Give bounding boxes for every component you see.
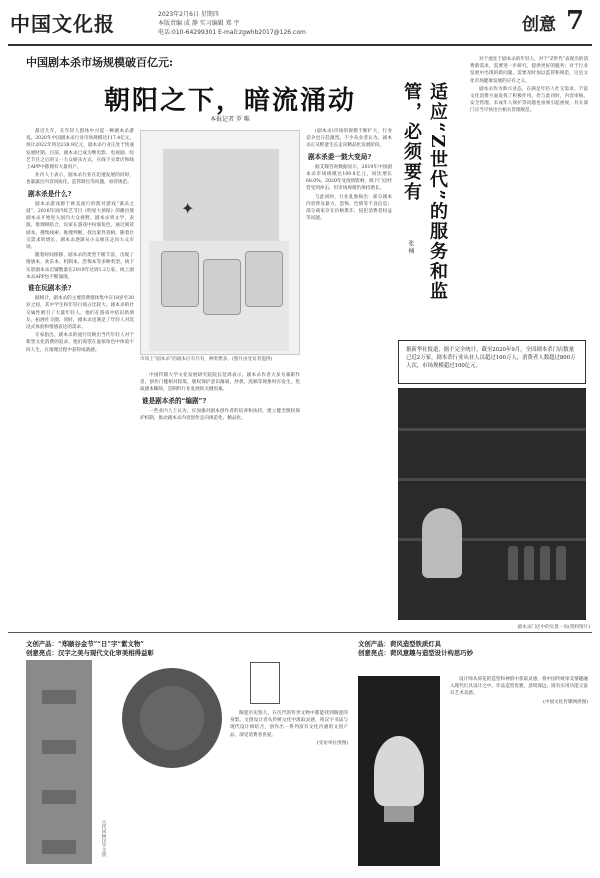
editor-line: 本版责编 成 静 实习编辑 郑 宇 (158, 20, 240, 27)
lead-column-3 (306, 128, 392, 628)
circle-seal-photo (122, 668, 222, 768)
photo-stripe (42, 690, 76, 704)
paragraph: 一些业内人士认为，应加强对剧本创作者的培养和扶持，建立健全版权保护机制，推动剧本杀内容创作走向规范化、精品化。 (140, 408, 300, 422)
heading-line: 文创产品：“郑颐谷金节”“日”字“紫文物” (26, 640, 144, 648)
lead-kicker: 中国剧本杀市场规模破百亿元: (26, 56, 174, 69)
photo-stripe (42, 840, 76, 854)
subheading: 谁是剧本杀的“编剧”? (142, 396, 207, 405)
paragraph: 据统计，剧本杀的主要消费群体集中在18岁至30岁之间，其中学生和年轻白领占比较大。剧本杀的社交属性吸引了大量年轻人，他们在游戏中结识新朋友，拓展社交圈。同时，剧本杀也满足了年轻人对沉浸式体验和情感表达的需求。 (26, 296, 134, 331)
phone-image (203, 259, 241, 315)
photo-stripe (42, 740, 76, 754)
shelf-line (398, 478, 586, 481)
bottom-right-heading (358, 640, 588, 658)
bamboo-photo-caption: 古代风物汉字文创 (101, 820, 106, 857)
masthead-divider (8, 44, 592, 46)
paragraph: 陶瓷历史悠久，在历代的传世文物中都能找到陶瓷的身影。文创设计者从传统文化中汲取灵感，将汉字书法与现代设计相结合，创作出一系列富有文化内涵的文创产品，深受消费者喜爱。 (230, 711, 348, 738)
heading-line: 创意亮点：汉字之美与现代文化审美相得益彰 (26, 649, 154, 657)
commentary-column (470, 56, 588, 338)
subheading: 剧本杀委一鼓大变局? (308, 152, 372, 161)
paragraph: 随着时间推移，剧本杀的类型不断丰富，出现了情感本、欢乐本、机制本、恐怖本等多种类型。线下实景剧本杀店铺数量在2019年达到1.2万家，线上剧本杀APP也不断涌现。 (26, 253, 134, 280)
bottom-right-column (450, 676, 588, 866)
bottom-divider (8, 632, 592, 633)
photo-background (163, 149, 279, 241)
stat-text: 据新华社报道，据不完全统计，截至2020年9月，全国剧本杀门店数量已近2万家。剧本杀行业从业人员超过100万人，消费者人数超过800万人次，市场规模超过100亿元。 (406, 347, 576, 369)
lamp-base (384, 806, 414, 822)
commentary-title-block (398, 82, 464, 338)
lead-column-1 (26, 128, 134, 628)
bottle-image (508, 546, 518, 580)
source: (中国文化传媒网供图) (543, 699, 588, 705)
paragraph: 专家指出，剧本杀的流行反映出当代年轻人对于新型文化消费的追求，他们渴望在虚拟角色中体验不同人生，在推理过程中获得成就感。 (26, 333, 134, 353)
phone-image (245, 251, 283, 307)
bottle-image (540, 546, 550, 580)
page-number: 7 (565, 6, 585, 36)
paragraph: 剧本杀作为新兴业态，在满足年轻人社交需求、丰富文化消费方面发挥了积极作用。但与此同时，内容审核、安全管理、未成年人保护等问题也亟须引起重视，有关部门应当尽快出台相关管理规范。 (470, 86, 588, 114)
bar-photo (398, 388, 586, 620)
small-product-photo (250, 662, 280, 704)
commentary-title: 适应“Z世代”的服务和监管，必须要有 (401, 82, 448, 302)
bottom-left-column (230, 710, 348, 856)
shelf-line (398, 428, 586, 431)
heading-line: 文创产品：荷风造型铁质灯具 (358, 640, 442, 648)
stat-box (398, 340, 586, 384)
app-logo-icon: ✦ (181, 199, 195, 218)
paragraph: 对于流连于剧本杀的年轻人，对于“Z世代”表现出的消费新需求，需要进一步研究，提供更好的服务；对于行业发展中出现的新问题，需要及时加以监管和规范，这是文化市场健康发展的应有之义。 (470, 57, 588, 84)
paragraph: 据艾媒咨询数据显示，2019年中国剧本杀市场规模达109.8亿元，同比增长68.0%。2020年受疫情影响，线下门店经营受到冲击，但市场规模仍保持增长。 (306, 164, 392, 192)
lead-column-2 (140, 372, 300, 628)
bar-photo-caption: 剧本杀门店中的实景一角(资料图片) (517, 625, 590, 630)
lamp-shade (374, 736, 424, 806)
lead-headline: 朝阳之下，暗流涌动 (103, 86, 356, 116)
subheading: 剧本杀是什么? (28, 189, 72, 198)
masthead-info (158, 10, 306, 37)
paragraph: 与此同时，行业乱象频出：部分剧本内容涉及暴力、恐怖、色情等不良信息；部分商家存在价格欺诈、侵犯消费者权益等问题。 (306, 194, 392, 222)
paragraph: 剧本杀游戏源于欧美流行的派对游戏“谋杀之谜”。2016年国内综艺节目《明星大侦探》的播出使剧本杀开始进入国内大众视野。剧本杀将文学、表演、推理相结合，玩家在游戏中扮演角色，通过阅读剧本、搜集线索、推理判断，找出案件真相。随着社交需求的增长，剧本杀逐渐从小众娱乐走向大众市场。 (26, 201, 134, 251)
paragraph: 中国传媒大学文化发展研究院院长范周表示，剧本杀作者大多为兼职作者，创作门槛相对较低，版权保护意识薄弱，抄袭、洗稿等现象时有发生。优质剧本稀缺，是制约行业发展的关键因素。 (140, 373, 300, 393)
heading-line: 创意亮点：荷风意趣与造型设计构思巧妙 (358, 649, 474, 657)
bamboo-photo (26, 660, 92, 864)
photo-stripe (42, 790, 76, 804)
paragraph: 最近几年，在年轻人群体中兴起一种剧本杀游戏。2020年中国剧本杀行业市场规模达117.4亿元，预计2022年将达238.9亿元，剧本杀行业正处于快速发展时期。目前，剧本杀已成为继电影、电视剧、综艺节目之后的又一大众娱乐方式，在线下实景店和线上APP中都拥有大量用户。 (26, 129, 134, 171)
paragraph: 设计师从荷花的造型和神韵中获取灵感，将中国传统审美情趣融入现代灯具设计之中，作品造型优雅，意境深远，既有实用功能又富有艺术美感。 (450, 677, 588, 697)
commentary-author: 张 楠 (407, 240, 414, 254)
lead-photo-caption: 市场上“剧本杀”的剧本应有尽有，种类繁多。(图片由受访者提供) (140, 357, 273, 362)
date-line: 2023年2月6日 星期四 (158, 11, 219, 18)
lamp-product-photo (358, 676, 440, 866)
source: (受访单位供图) (316, 740, 348, 746)
paragraph: (剧本杀)市场的规模不断扩大，行业竞争也日趋激烈。不少从业者认为，剧本杀正从野蛮生长走向精品化发展阶段。 (306, 129, 392, 149)
phone-image (161, 251, 199, 307)
lead-photo (140, 130, 300, 355)
bottle-image (556, 546, 566, 580)
paragraph: 业内人士表示，剧本杀行业在迅速发展的同时，也暴露出内容同质化、监管缺位等问题，亟待规范。 (26, 173, 134, 186)
seal-inner (140, 686, 204, 750)
section-name: 创意 (522, 15, 556, 35)
contact-line: 电话:010-64299301 E-mail:zgwhb2017@126.com (158, 29, 306, 36)
bottom-left-heading (26, 640, 276, 658)
lead-byline: 本报记者 罗 唯 (210, 116, 250, 123)
newspaper-logo: 中国文化报 (10, 12, 115, 36)
subheading: 谁在玩剧本杀? (28, 284, 72, 293)
lamp-image (422, 508, 462, 578)
bottle-image (524, 546, 534, 580)
